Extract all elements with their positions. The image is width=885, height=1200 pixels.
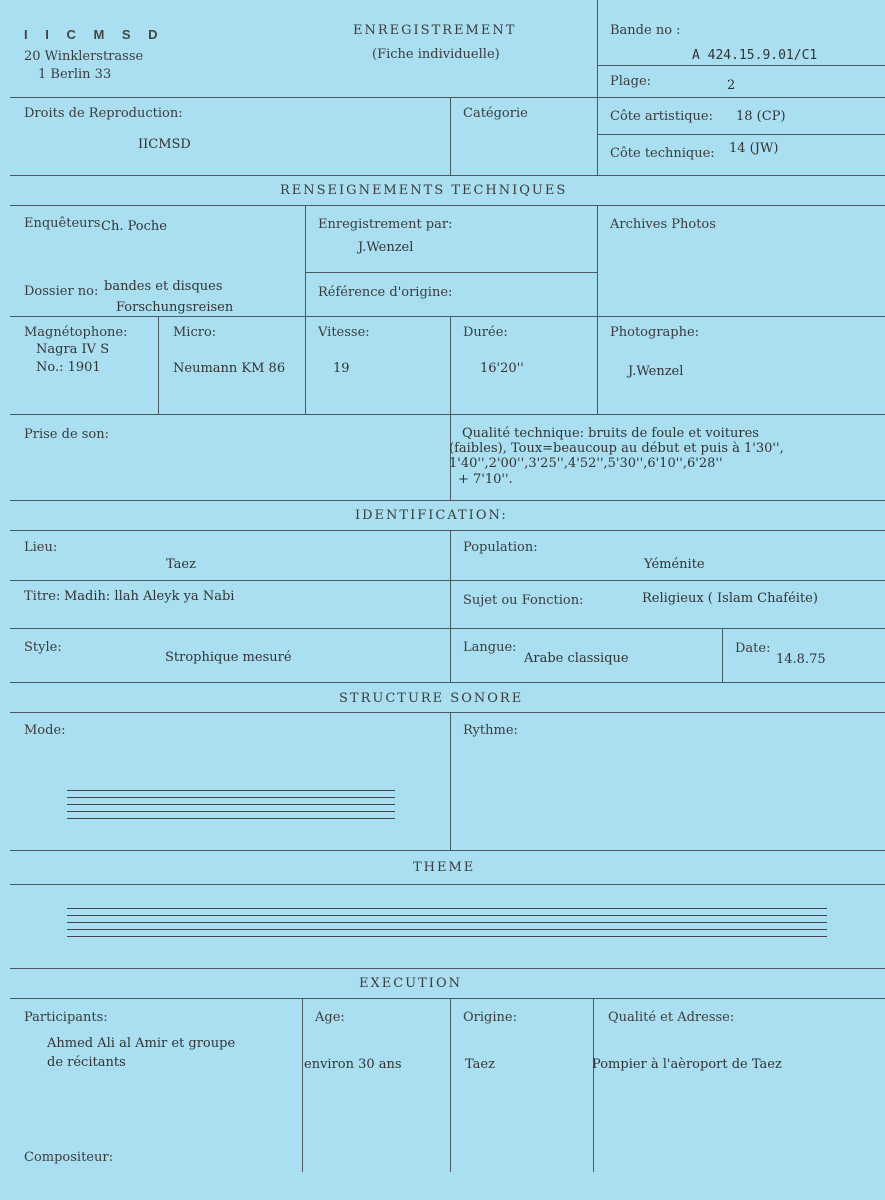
bande-label: Bande no : [610,23,681,38]
rights-value: IICMSD [138,137,191,152]
participants-value-1: Ahmed Ali al Amir et groupe [47,1036,236,1051]
titre-value: Madih: llah Aleyk ya Nabi [64,589,235,604]
mode-label: Mode: [24,723,66,738]
cote-artistique-label: Côte artistique: [610,109,713,124]
rule [10,97,885,98]
qualite-adresse-value: Pompier à l'aèroport de Taez [592,1057,782,1072]
duree-value: 16'20'' [480,361,524,376]
rule [450,998,451,1172]
rule [10,850,885,851]
dossier-value-1: bandes et disques [104,279,223,294]
rule [10,884,885,885]
qualite-technique-line-2: (faibles), Toux=beaucoup au début et puis à 1'30'', [449,441,784,456]
qualite-technique-line-1: Qualité technique: bruits de foule et voitures [462,426,759,441]
dossier-value-2: Forschungsreisen [116,300,234,315]
sujet-value: Religieux ( Islam Chaféite) [642,591,818,606]
compositeur-label: Compositeur: [24,1150,113,1165]
rule [10,500,885,501]
rule [10,580,885,581]
rule [10,998,885,999]
cote-artistique-value: 18 (CP) [736,109,786,124]
rule [10,530,885,531]
rule [10,712,885,713]
qualite-technique-line-4: + 7'10''. [458,472,513,487]
magnetophone-label: Magnétophone: [24,325,128,340]
origine-label: Origine: [463,1010,517,1025]
population-label: Population: [463,540,538,555]
categorie-label: Catégorie [463,106,528,121]
style-value: Strophique mesuré [165,650,292,665]
rule [10,682,885,683]
rule [10,316,885,317]
age-value: environ 30 ans [304,1057,402,1072]
date-label: Date: [735,641,771,656]
lieu-label: Lieu: [24,540,58,555]
section-heading-execution: EXECUTION [359,976,462,991]
plage-value: 2 [727,78,736,93]
rule [597,0,598,175]
org-name: I I C M S D [24,27,165,42]
rule [305,205,306,414]
plage-label: Plage: [610,74,652,89]
rule [597,134,885,135]
rule [593,998,594,1172]
date-value: 14.8.75 [776,652,826,667]
magnetophone-value-1: Nagra IV S [36,342,110,357]
bande-value: A 424.15.9.01/C1 [692,48,818,63]
style-label: Style: [24,640,62,655]
origine-value: Taez [465,1057,495,1072]
qualite-adresse-label: Qualité et Adresse: [608,1010,735,1025]
form-subtitle: (Fiche individuelle) [372,47,500,62]
rule [10,205,885,206]
rule [450,316,451,414]
rule [450,712,451,850]
titre-label: Titre: [24,589,61,604]
rule [10,175,885,176]
magnetophone-value-2: No.: 1901 [36,360,101,375]
enregistrement-label: Enregistrement par: [318,217,453,232]
langue-label: Langue: [463,640,517,655]
rule [10,628,885,629]
section-heading-identification: IDENTIFICATION: [355,508,508,523]
rule [305,272,597,273]
section-heading-technique: RENSEIGNEMENTS TECHNIQUES [280,183,568,198]
org-street: 20 Winklerstrasse [24,49,144,64]
enqueteurs-label: Enquêteurs [24,216,101,231]
section-heading-theme: THEME [413,860,476,875]
cote-technique-label: Côte technique: [610,146,715,161]
participants-label: Participants: [24,1010,108,1025]
micro-label: Micro: [173,325,217,340]
org-city: 1 Berlin 33 [38,67,112,82]
cote-technique-value: 14 (JW) [729,141,779,156]
rule [10,414,885,415]
rythme-label: Rythme: [463,723,518,738]
rule [450,530,451,682]
form-title: ENREGISTREMENT [353,23,517,38]
langue-value: Arabe classique [524,651,629,666]
rule [722,628,723,682]
rule [597,205,598,414]
archives-photos-label: Archives Photos [610,217,716,232]
population-value: Yéménite [644,557,705,572]
duree-label: Durée: [463,325,508,340]
enregistrement-value: J.Wenzel [358,240,414,255]
rule [158,316,159,414]
rule [597,65,885,66]
enqueteurs-value: Ch. Poche [101,219,167,234]
rule [450,97,451,175]
prise-de-son-label: Prise de son: [24,427,110,442]
lieu-value: Taez [166,557,196,572]
participants-value-2: de récitants [47,1055,126,1070]
dossier-label: Dossier no: [24,284,99,299]
sujet-label: Sujet ou Fonction: [463,593,584,608]
vitesse-value: 19 [333,361,350,376]
age-label: Age: [315,1010,345,1025]
section-heading-structure: STRUCTURE SONORE [339,691,524,706]
photographe-label: Photographe: [610,325,700,340]
reference-label: Référence d'origine: [318,285,453,300]
rule [302,998,303,1172]
qualite-technique-line-3: 1'40'',2'00'',3'25'',4'52'',5'30'',6'10'',6'28'' [449,456,723,471]
rights-label: Droits de Reproduction: [24,106,183,121]
vitesse-label: Vitesse: [318,325,370,340]
micro-value: Neumann KM 86 [173,361,286,376]
photographe-value: J.Wenzel [628,364,684,379]
rule [10,968,885,969]
